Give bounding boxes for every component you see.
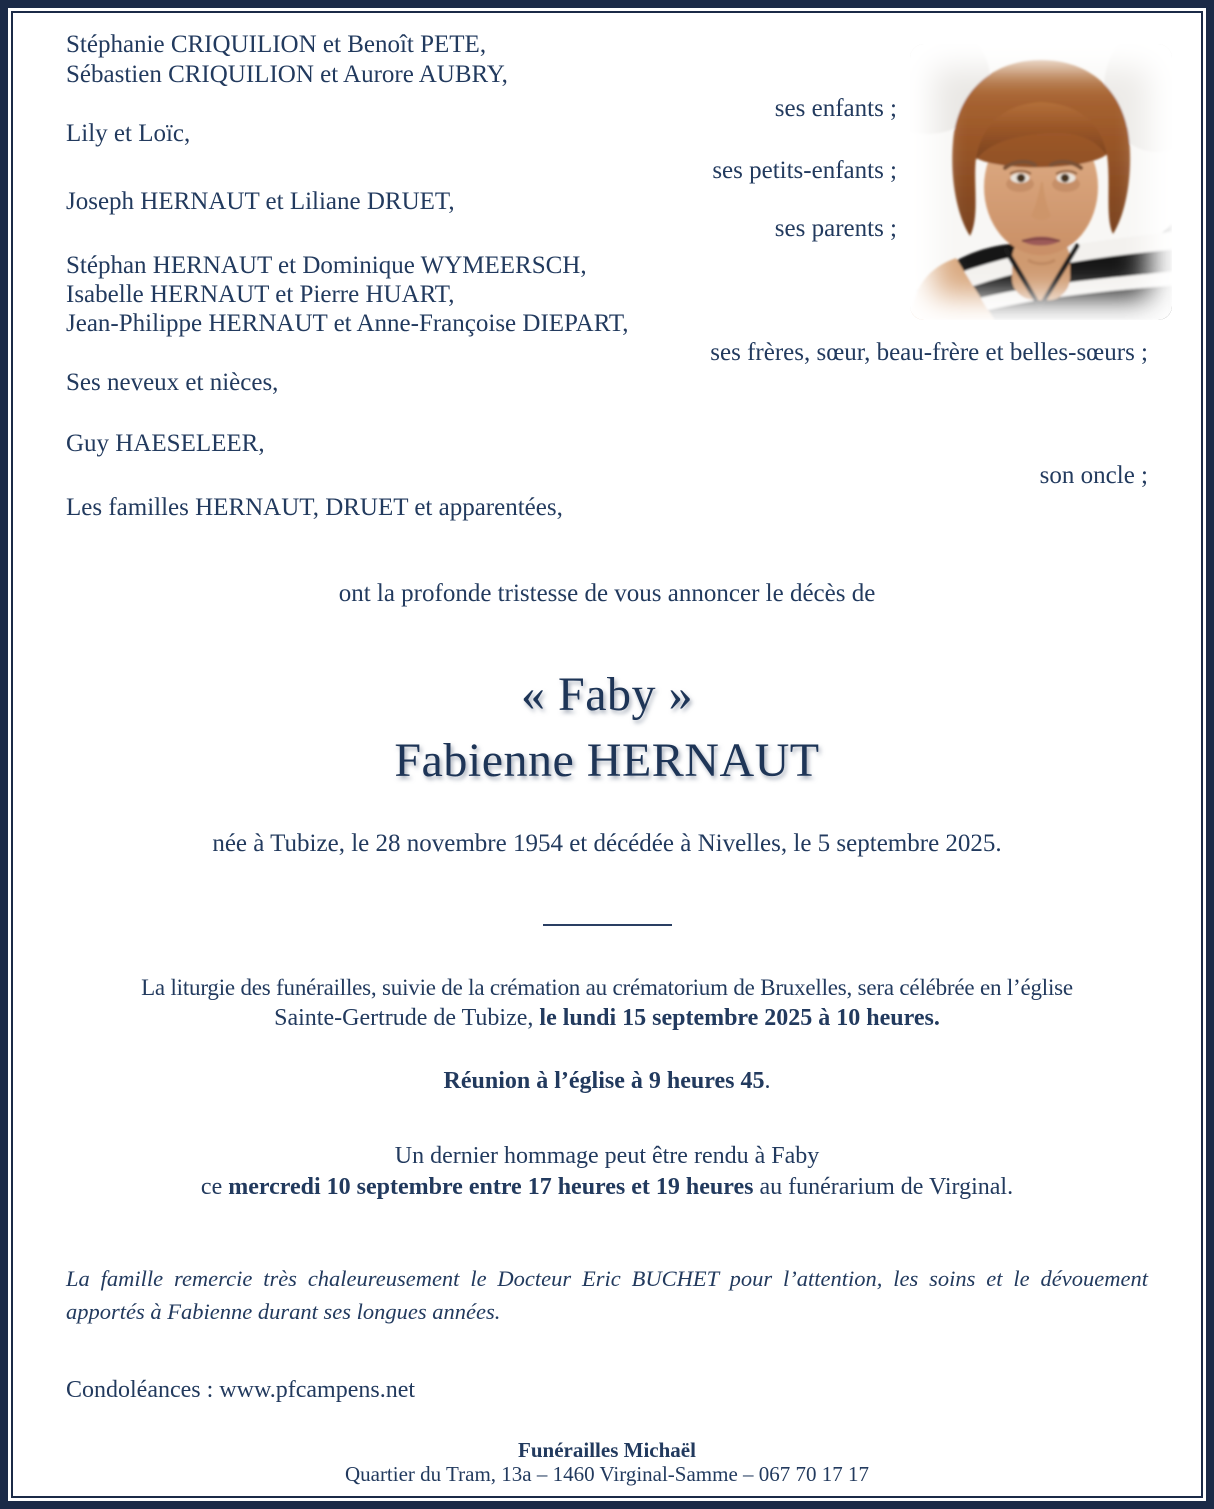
relation-label-children: ses enfants ; xyxy=(774,95,897,122)
family-line-uncle: Guy HAESELEER, xyxy=(66,430,265,457)
homage-line-2 xyxy=(0,1172,1214,1202)
relation-label-siblings: ses frères, sœur, beau-frère et belles-sœurs ; xyxy=(710,339,1148,366)
funeral-home-address: Quartier du Tram, 13a – 1460 Virginal-Samme – 067 70 17 17 xyxy=(344,1462,870,1486)
family-line-sibling-3: Jean-Philippe HERNAUT et Anne-Françoise DIEPART, xyxy=(66,310,629,337)
family-line-nieces: Ses neveux et nièces, xyxy=(66,369,279,396)
liturgy-line-2-regular: Sainte-Gertrude de Tubize, xyxy=(274,1005,540,1031)
deceased-name: Fabienne HERNAUT xyxy=(394,734,820,787)
condolences-line: Condoléances : www.pfcampens.net xyxy=(66,1377,416,1403)
thanks-paragraph: La famille remercie très chaleureusement le Docteur Eric BUCHET pour l’attention, les soins et le dévouement apportés à Fabienne durant ses longues années. xyxy=(66,1266,1148,1324)
announcement-intro: ont la profonde tristesse de vous annoncer le décès de xyxy=(338,580,876,607)
liturgy-line-2 xyxy=(0,1003,1214,1033)
meeting-line-period: . xyxy=(764,1068,771,1094)
homage-line-2-prefix: ce xyxy=(200,1174,229,1200)
liturgy-line-1: La liturgie des funérailles, suivie de la crémation au crématorium de Bruxelles, sera célébrée en l’église xyxy=(141,975,1073,1000)
homage-line-2-bold: mercredi 10 septembre entre 17 heures et 19 heures xyxy=(228,1174,754,1200)
life-dates: née à Tubize, le 28 novembre 1954 et décédée à Nivelles, le 5 septembre 2025. xyxy=(212,830,1002,857)
funeral-home-name: Funérailles Michaël xyxy=(518,1438,696,1462)
family-line-sibling-2: Isabelle HERNAUT et Pierre HUART, xyxy=(66,281,455,308)
family-line-grandchildren: Lily et Loïc, xyxy=(66,120,191,147)
liturgy-line-2-bold: le lundi 15 septembre 2025 à 10 heures. xyxy=(539,1005,940,1031)
family-line-child-2: Sébastien CRIQUILION et Aurore AUBRY, xyxy=(66,61,508,88)
relation-label-parents: ses parents ; xyxy=(774,215,897,242)
portrait-photo xyxy=(910,44,1172,320)
relation-label-grandchildren: ses petits-enfants ; xyxy=(712,157,897,184)
family-line-child-1: Stéphanie CRIQUILION et Benoît PETE, xyxy=(66,31,487,58)
relation-label-uncle: son oncle ; xyxy=(1039,462,1148,489)
section-divider xyxy=(543,924,672,926)
family-line-sibling-1: Stéphan HERNAUT et Dominique WYMEERSCH, xyxy=(66,252,587,279)
family-line-families: Les familles HERNAUT, DRUET et apparentées, xyxy=(66,494,563,521)
deceased-nickname: « Faby » xyxy=(521,668,693,721)
homage-line-2-suffix: au funérarium de Virginal. xyxy=(753,1174,1014,1200)
meeting-line-bold: Réunion à l’église à 9 heures 45 xyxy=(443,1068,765,1094)
homage-line-1: Un dernier hommage peut être rendu à Faby xyxy=(394,1143,820,1169)
family-line-parents: Joseph HERNAUT et Liliane DRUET, xyxy=(66,188,455,215)
meeting-line xyxy=(0,1066,1214,1096)
